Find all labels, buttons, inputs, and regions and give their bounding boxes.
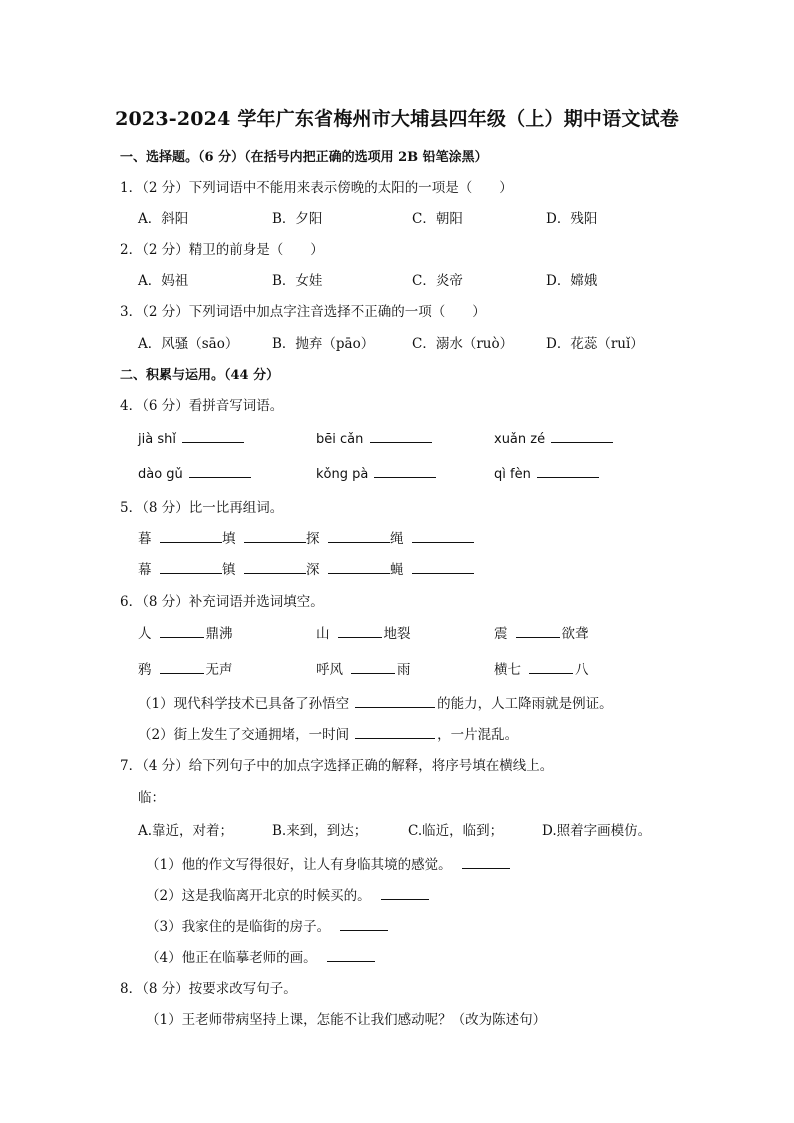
idiom-item: [494, 658, 589, 678]
answer-blank[interactable]: [529, 659, 573, 674]
question-5-stem: 5．（8 分）比一比再组词。: [120, 500, 284, 516]
idiom-end: 八: [575, 662, 589, 678]
idiom-start: 山: [316, 626, 330, 642]
answer-blank[interactable]: [160, 528, 222, 543]
question-7-item-4: [146, 946, 377, 966]
answer-blank[interactable]: [328, 559, 390, 574]
compare-word-item: [222, 558, 308, 578]
pinyin-text: qì fèn: [494, 467, 531, 482]
idiom-item: [316, 622, 411, 642]
question-3-option-b: B．抛弃（pāo）: [272, 336, 375, 352]
idiom-end: 雨: [397, 662, 411, 678]
definition-d: D.照着字画模仿。: [542, 823, 652, 839]
pinyin-item: [494, 463, 601, 482]
pinyin-text: bēi cǎn: [316, 432, 364, 447]
question-3-option-c: C．溺水（ruò）: [412, 336, 514, 352]
idiom-end: 鼎沸: [205, 626, 233, 642]
question-3-option-d: D．花蕊（ruǐ）: [546, 336, 644, 352]
pinyin-text: jià shǐ: [138, 432, 176, 447]
character: 暮: [138, 531, 152, 547]
idiom-item: [316, 658, 411, 678]
question-7-item-3: [146, 915, 390, 935]
pinyin-item: [494, 428, 615, 447]
idiom-start: 人: [138, 626, 152, 642]
character: 镇: [222, 562, 236, 578]
pinyin-item: [316, 428, 434, 447]
pinyin-text: kǒng pà: [316, 467, 369, 482]
question-7-item-2: [146, 884, 431, 904]
question-2-stem: 2．（2 分）精卫的前身是（ ）: [120, 242, 324, 258]
answer-blank[interactable]: [182, 428, 244, 443]
compare-word-item: [138, 527, 224, 547]
character: 填: [222, 531, 236, 547]
item-text: （4）他正在临摹老师的画。: [146, 950, 317, 966]
question-1-option-d: D．残阳: [546, 211, 598, 227]
question-1-option-b: B．夕阳: [272, 211, 323, 227]
character: 幕: [138, 562, 152, 578]
idiom-start: 鸦: [138, 662, 152, 678]
question-8-stem: 8．（8 分）按要求改写句子。: [120, 981, 297, 997]
answer-blank[interactable]: [462, 854, 510, 869]
sentence-part: （1）现代科学技术已具备了孙悟空: [138, 696, 350, 712]
answer-blank[interactable]: [328, 528, 390, 543]
answer-blank[interactable]: [244, 528, 306, 543]
question-2-option-b: B．女娃: [272, 273, 323, 289]
answer-blank[interactable]: [338, 623, 382, 638]
item-text: （3）我家住的是临街的房子。: [146, 919, 331, 935]
question-3-option-a: A．风骚（sāo）: [138, 336, 239, 352]
answer-blank[interactable]: [355, 693, 435, 708]
answer-blank[interactable]: [516, 623, 560, 638]
compare-word-item: [306, 558, 392, 578]
question-6-sentence-2: [138, 723, 518, 743]
idiom-end: 地裂: [383, 626, 411, 642]
sentence-part: ，一片混乱。: [437, 727, 519, 743]
question-7-item-1: [146, 853, 512, 873]
answer-blank[interactable]: [374, 463, 436, 478]
compare-word-item: [390, 527, 476, 547]
answer-blank[interactable]: [340, 916, 388, 931]
answer-blank[interactable]: [160, 623, 204, 638]
character: 绳: [390, 531, 404, 547]
definition-c: C.临近，临到；: [408, 823, 504, 839]
question-1-option-c: C．朝阳: [412, 211, 463, 227]
pinyin-item: [138, 463, 253, 482]
pinyin-text: dào gǔ: [138, 467, 183, 482]
answer-blank[interactable]: [189, 463, 251, 478]
answer-blank[interactable]: [244, 559, 306, 574]
compare-word-item: [138, 558, 224, 578]
page-title: 2023-2024 学年广东省梅州市大埔县四年级（上）期中语文试卷: [115, 108, 679, 130]
question-2-option-d: D．嫦娥: [546, 273, 598, 289]
idiom-end: 无声: [205, 662, 233, 678]
character: 深: [306, 562, 320, 578]
question-6-sentence-1: [138, 692, 613, 712]
idiom-start: 横七: [494, 662, 521, 678]
answer-blank[interactable]: [160, 559, 222, 574]
idiom-item: [138, 658, 233, 678]
definition-a: A.靠近，对着；: [138, 823, 234, 839]
pinyin-item: [316, 463, 438, 482]
answer-blank[interactable]: [370, 428, 432, 443]
character: 探: [306, 531, 320, 547]
question-1-option-a: A．斜阳: [138, 211, 189, 227]
answer-blank[interactable]: [381, 885, 429, 900]
idiom-start: 呼风: [316, 662, 343, 678]
item-text: （2）这是我临离开北京的时候买的。: [146, 888, 371, 904]
sentence-part: 的能力，人工降雨就是例证。: [437, 696, 613, 712]
question-1-stem: 1．（2 分）下列词语中不能用来表示傍晚的太阳的一项是（ ）: [120, 180, 513, 196]
idiom-end: 欲聋: [561, 626, 589, 642]
item-text: （1）他的作文写得很好，让人有身临其境的感觉。: [146, 857, 452, 873]
pinyin-text: xuǎn zé: [494, 432, 546, 447]
question-7-word: 临：: [138, 790, 165, 806]
compare-word-item: [222, 527, 308, 547]
compare-word-item: [306, 527, 392, 547]
answer-blank[interactable]: [160, 659, 204, 674]
section-1-heading: 一、选择题。（6 分）（在括号内把正确的选项用 2B 铅笔涂黑）: [120, 150, 488, 165]
question-8-item-1: （1）王老师带病坚持上课，怎能不让我们感动呢？（改为陈述句）: [146, 1012, 547, 1028]
question-2-option-a: A．妈祖: [138, 273, 189, 289]
answer-blank[interactable]: [412, 559, 474, 574]
character: 蝇: [390, 562, 404, 578]
answer-blank[interactable]: [351, 659, 395, 674]
answer-blank[interactable]: [412, 528, 474, 543]
question-4-stem: 4．（6 分）看拼音写词语。: [120, 398, 284, 414]
answer-blank[interactable]: [355, 724, 435, 739]
pinyin-item: [138, 428, 246, 447]
idiom-item: [138, 622, 233, 642]
definition-b: B.来到，到达；: [272, 823, 368, 839]
compare-word-item: [390, 558, 476, 578]
answer-blank[interactable]: [327, 947, 375, 962]
answer-blank[interactable]: [537, 463, 599, 478]
question-7-stem: 7．（4 分）给下列句子中的加点字选择正确的解释，将序号填在横线上。: [120, 758, 554, 774]
idiom-item: [494, 622, 589, 642]
question-3-stem: 3．（2 分）下列词语中加点字注音选择不正确的一项（ ）: [120, 304, 486, 320]
section-2-heading: 二、积累与运用。（44 分）: [120, 368, 280, 383]
answer-blank[interactable]: [551, 428, 613, 443]
question-6-stem: 6．（8 分）补充词语并选词填空。: [120, 594, 324, 610]
question-2-option-c: C．炎帝: [412, 273, 463, 289]
sentence-part: （2）街上发生了交通拥堵，一时间: [138, 727, 350, 743]
idiom-start: 震: [494, 626, 508, 642]
